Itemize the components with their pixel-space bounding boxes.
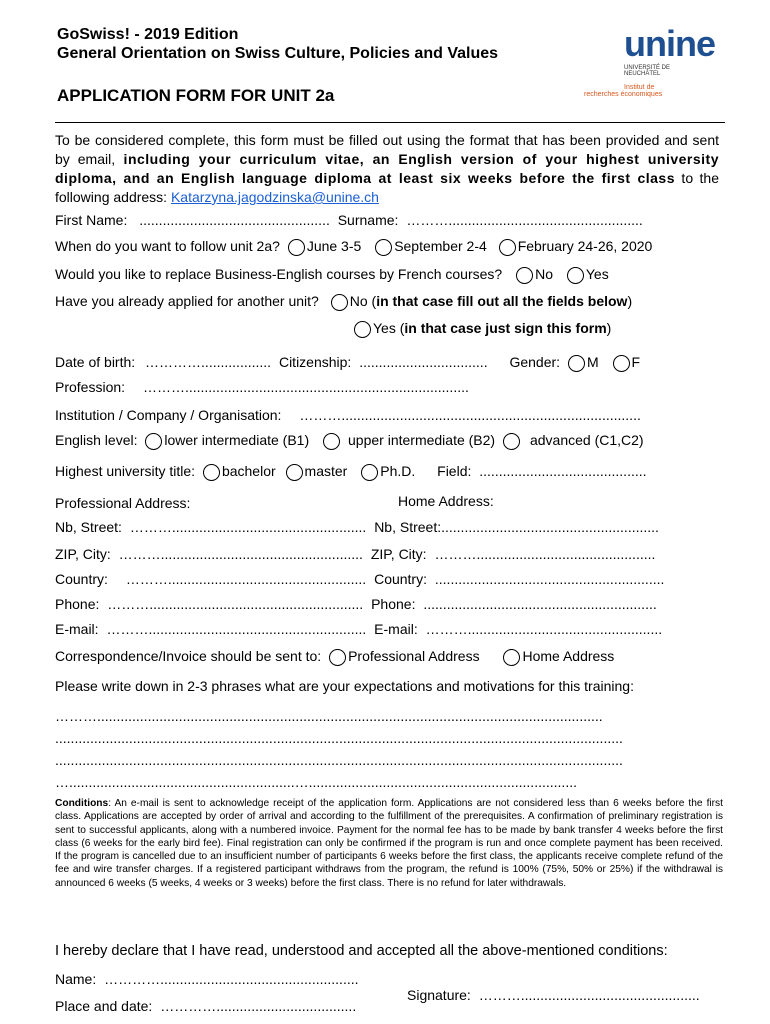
citizenship-label: Citizenship:	[278, 354, 352, 370]
logo-university-line1: UNIVERSITÉ DE	[624, 65, 671, 71]
radio-english-c1[interactable]	[503, 433, 520, 450]
country-label-prof: Country:	[55, 571, 108, 587]
radio-phd[interactable]	[361, 464, 378, 481]
contact-email-link[interactable]: Katarzyna.jagodzinska@unine.ch	[170, 189, 379, 205]
option-gender-f: F	[631, 354, 641, 370]
street-field-prof[interactable]: ………..................................................	[129, 519, 367, 535]
country-label-home: Country:	[374, 571, 427, 587]
field-label: Field:	[437, 463, 472, 479]
email-row	[55, 621, 662, 637]
replace-row	[55, 266, 609, 284]
zip-label-prof: ZIP, City:	[55, 546, 111, 562]
logo-institute-line2: recherches économiques	[584, 91, 663, 98]
dob-label: Date of birth:	[55, 354, 136, 370]
street-field-home[interactable]: ........................................................	[441, 519, 659, 535]
form-title: APPLICATION FORM FOR UNIT 2a	[57, 86, 335, 105]
option-february: February 24-26, 2020	[517, 238, 653, 254]
radio-applied-no[interactable]	[331, 294, 348, 311]
event-title: GoSwiss! - 2019 Edition	[57, 26, 239, 43]
radio-applied-yes[interactable]	[354, 321, 371, 338]
university-title-label: Highest university title:	[55, 463, 196, 479]
street-label-prof: Nb, Street:	[55, 519, 122, 535]
zip-row	[55, 546, 655, 562]
option-bachelor: bachelor	[221, 463, 276, 479]
zip-field-prof[interactable]: ………....................................................	[118, 546, 363, 562]
dob-row	[55, 354, 640, 372]
email-field-prof[interactable]: ………........................................................	[106, 621, 367, 637]
phone-label-prof: Phone:	[55, 596, 100, 612]
radio-gender-f[interactable]	[613, 355, 630, 372]
option-english-b2: upper intermediate (B2)	[348, 432, 496, 448]
radio-home-address[interactable]	[503, 649, 520, 666]
prof-address-heading: Professional Address:	[55, 495, 191, 511]
option-applied-yes: Yes (	[373, 320, 405, 336]
gender-label: Gender:	[509, 354, 561, 370]
street-row	[55, 519, 659, 535]
applied-yes-row	[350, 320, 611, 338]
replace-label: Would you like to replace Business-English courses by French courses?	[55, 266, 503, 282]
conditions-text: : An e-mail is sent to acknowledge receipt of the application form. Applications are not considered less than 6 weeks before the first class. Applications are accepted by order of arrival and according to the fulfillment of the prerequisites. A confirmation of preliminary registration is sent to successful applicants, along with a numbered invoice. Payment for the normal fee has to be made by bank transfer 4 weeks before the first class (6 weeks for the early bird fee). Final registration can only be confirmed if the program is run and once complete payment has been received. If the program is cancelled due to an insufficient number of participants 6 weeks before the first class, the applicants receive complete refund of the fee and wire transfer charges. If a registered participant withdraws from the program, the refund is 100% (75%, 50% or 25%) if the withdrawal is announced 6 weeks (5 weeks, 4 weeks or 3 weeks) before the first class. There is no refund for later withdrawals.	[55, 798, 723, 889]
email-field-home[interactable]: ………..................................................	[425, 621, 663, 637]
applied-row	[55, 293, 632, 311]
logo-institute-line1: Institut de	[624, 84, 655, 91]
when-row	[55, 238, 652, 256]
university-title-row	[55, 463, 647, 481]
correspondence-row	[55, 648, 614, 666]
profession-label: Profession:	[55, 379, 126, 395]
english-level-label: English level:	[55, 432, 138, 448]
intro-text-2: to the following address:	[55, 170, 719, 205]
radio-replace-yes[interactable]	[567, 267, 584, 284]
name-row	[55, 212, 643, 228]
option-applied-no-note: in that case fill out all the fields below	[376, 293, 628, 309]
phone-row	[55, 596, 657, 612]
conditions-paragraph	[55, 797, 723, 890]
paren-yes: )	[606, 320, 612, 336]
radio-gender-m[interactable]	[568, 355, 585, 372]
zip-field-home[interactable]: ………..............................................	[434, 546, 656, 562]
option-applied-no: No (	[349, 293, 377, 309]
profession-field[interactable]: ……….........................................................................	[142, 379, 469, 395]
option-professional-address: Professional Address	[348, 648, 480, 664]
event-subtitle: General Orientation on Swiss Culture, Policies and Values	[57, 45, 499, 62]
radio-june[interactable]	[288, 239, 305, 256]
field-input[interactable]: ...........................................	[479, 463, 647, 479]
radio-professional-address[interactable]	[329, 649, 346, 666]
country-field-prof[interactable]: ………...................................................	[125, 571, 367, 587]
country-field-home[interactable]: ...........................................................	[434, 571, 665, 587]
surname-field[interactable]: ………..................................................	[406, 212, 643, 228]
signature-row	[407, 987, 700, 1003]
citizenship-field[interactable]: .................................	[359, 354, 488, 370]
radio-bachelor[interactable]	[203, 464, 220, 481]
profession-row	[55, 379, 469, 395]
signature-field[interactable]: ………..............................................	[478, 987, 700, 1003]
institution-label: Institution / Company / Organisation:	[55, 407, 282, 423]
option-master: master	[304, 463, 348, 479]
expectations-line-1[interactable]: ………..................................................................................................................................	[55, 708, 603, 724]
phone-label-home: Phone:	[371, 596, 416, 612]
phone-field-prof[interactable]: ……….......................................................	[107, 596, 364, 612]
place-date-row	[55, 998, 356, 1014]
place-date-field[interactable]: …………....................................	[160, 998, 357, 1014]
institution-row	[55, 407, 641, 423]
option-gender-m: M	[586, 354, 599, 370]
unine-logo	[582, 23, 715, 98]
english-level-row	[55, 432, 644, 450]
option-june: June 3-5	[306, 238, 362, 254]
option-replace-no: No	[535, 266, 553, 282]
correspondence-label: Correspondence/Invoice should be sent to:	[55, 648, 322, 664]
street-label-home: Nb, Street:	[374, 519, 442, 535]
option-replace-yes: Yes	[585, 266, 609, 282]
header-divider	[55, 122, 725, 123]
dob-field[interactable]: …………..................	[145, 354, 272, 370]
signature-label: Signature:	[407, 987, 471, 1003]
intro-paragraph	[55, 131, 719, 207]
home-address-heading: Home Address:	[398, 493, 494, 509]
option-phd: Ph.D.	[380, 463, 416, 479]
email-label-home: E-mail:	[374, 621, 418, 637]
radio-english-b1[interactable]	[145, 433, 162, 450]
institution-field[interactable]: ……….............................................................................	[299, 407, 641, 423]
radio-replace-no[interactable]	[516, 267, 533, 284]
option-applied-yes-note: in that case just sign this form	[404, 320, 607, 336]
surname-label: Surname:	[337, 212, 399, 228]
option-september: September 2-4	[394, 238, 487, 254]
applied-label: Have you already applied for another unit?	[55, 293, 319, 309]
paren-no: )	[627, 293, 633, 309]
zip-label-home: ZIP, City:	[370, 546, 427, 562]
radio-february[interactable]	[499, 239, 516, 256]
radio-september[interactable]	[375, 239, 392, 256]
expectations-line-2[interactable]: ..................................................................................................................................................	[55, 730, 623, 746]
email-label-prof: E-mail:	[55, 621, 99, 637]
option-english-b1: lower intermediate (B1)	[164, 432, 310, 448]
conditions-label: Conditions	[55, 798, 109, 809]
country-row	[55, 571, 664, 587]
declaration-text: I hereby declare that I have read, understood and accepted all the above-mentioned conditions:	[55, 943, 668, 959]
when-label: When do you want to follow unit 2a?	[55, 238, 280, 254]
first-name-label: First Name:	[55, 212, 128, 228]
option-english-c1: advanced (C1,C2)	[529, 432, 644, 448]
logo-university-line2: NEUCHÂTEL	[624, 71, 661, 77]
expectations-line-3[interactable]: ..................................................................................................................................................	[55, 752, 623, 768]
radio-english-b2[interactable]	[323, 433, 340, 450]
intro-bold: including your curriculum vitae, an English version of your highest university diploma, and an English language diploma at least six weeks before the first class	[55, 151, 719, 186]
first-name-field[interactable]: .................................................	[139, 212, 330, 228]
place-date-label: Place and date:	[55, 998, 153, 1014]
signoff-name-field[interactable]: …………...................................................	[104, 971, 359, 987]
name-signoff-row	[55, 971, 359, 987]
signoff-name-label: Name:	[55, 971, 97, 987]
logo-mark: unine	[624, 23, 715, 64]
phone-field-home[interactable]: ............................................................	[423, 596, 657, 612]
expectations-prompt: Please write down in 2-3 phrases what are your expectations and motivations for this training:	[55, 678, 634, 694]
intro-text-1: To be considered complete, this form must be filled out using the format that has been provided and sent by email,	[55, 132, 719, 167]
expectations-line-4[interactable]: …..........................................................….....................................................................	[55, 774, 577, 790]
radio-master[interactable]	[286, 464, 303, 481]
option-home-address: Home Address	[522, 648, 615, 664]
